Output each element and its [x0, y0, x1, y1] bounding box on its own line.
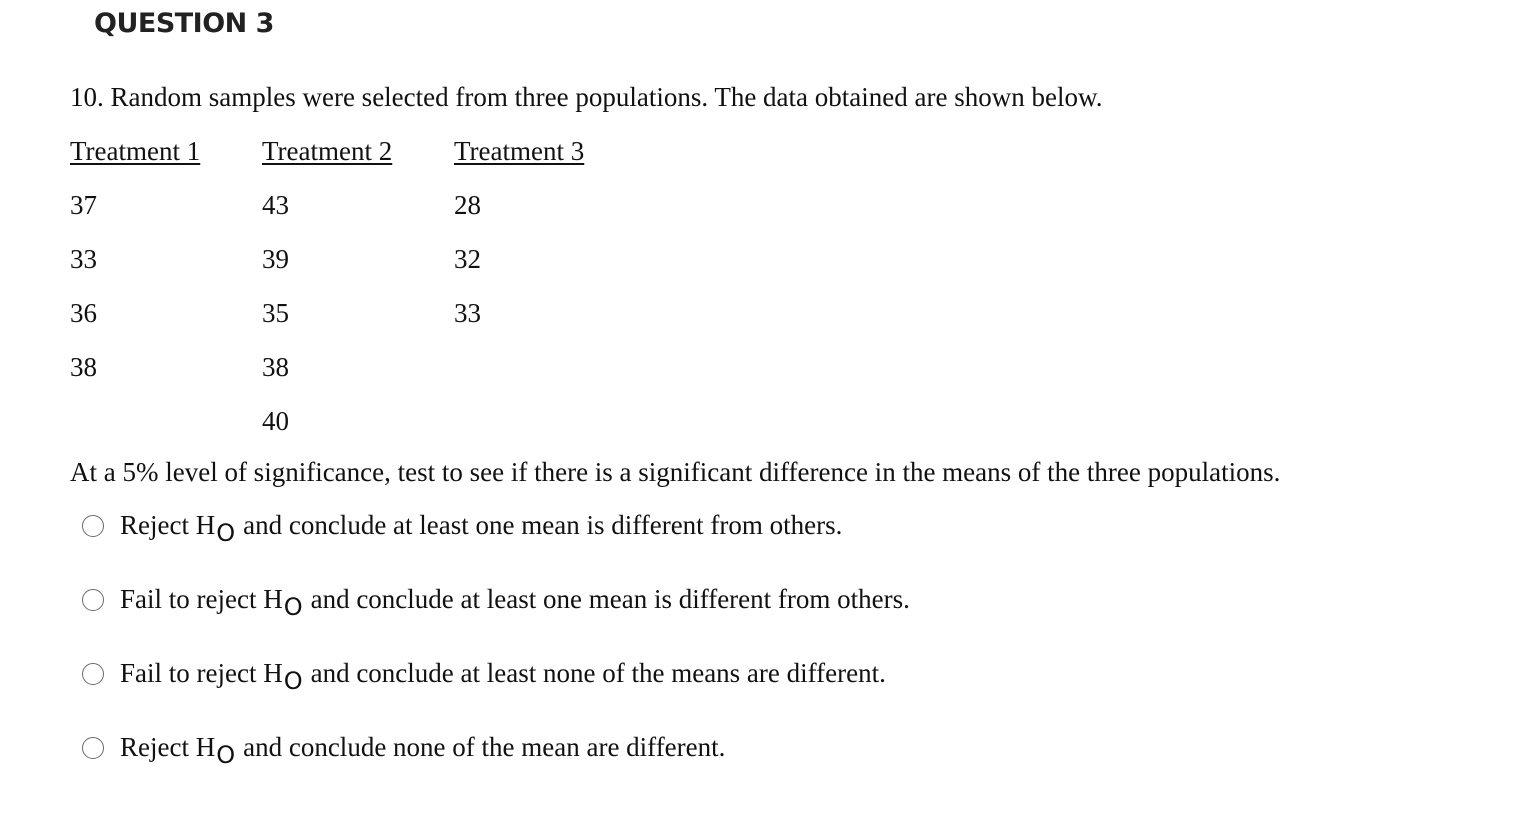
table-column-treatment-3 — [454, 136, 584, 352]
option-label[interactable] — [120, 510, 843, 547]
answer-option-2[interactable] — [82, 584, 910, 621]
table-cell: 33 — [454, 298, 481, 328]
radio-button[interactable] — [82, 589, 104, 611]
radio-button[interactable] — [82, 663, 104, 685]
null-hypothesis-subscript: O — [283, 667, 303, 695]
column-header: Treatment 1 — [70, 136, 201, 166]
option-text-before: Fail to reject H — [120, 658, 283, 688]
option-text-after: and conclude at least one mean is different from others. — [310, 584, 910, 614]
radio-button[interactable] — [82, 515, 104, 537]
column-header: Treatment 2 — [262, 136, 393, 166]
answer-option-1[interactable] — [82, 510, 843, 547]
table-column-treatment-2 — [262, 136, 392, 460]
column-header: Treatment 3 — [454, 136, 585, 166]
table-cell: 36 — [70, 298, 97, 328]
option-text-before: Reject H — [120, 510, 216, 540]
radio-button[interactable] — [82, 737, 104, 759]
table-cell: 38 — [262, 352, 289, 382]
null-hypothesis-subscript: O — [283, 593, 303, 621]
option-label[interactable] — [120, 732, 726, 769]
table-cell: 40 — [262, 406, 289, 436]
answer-option-4[interactable] — [82, 732, 726, 769]
option-label[interactable] — [120, 658, 886, 695]
question-prompt: 10. Random samples were selected from three populations. The data obtained are shown below. — [70, 82, 1103, 112]
option-text-before: Fail to reject H — [120, 584, 283, 614]
table-cell: 28 — [454, 190, 481, 220]
option-label[interactable] — [120, 584, 910, 621]
option-text-before: Reject H — [120, 732, 216, 762]
table-cell: 39 — [262, 244, 289, 274]
table-cell: 43 — [262, 190, 289, 220]
question-instruction: At a 5% level of significance, test to see if there is a significant difference in the means of the three populations. — [70, 457, 1281, 487]
option-text-after: and conclude at least one mean is different from others. — [243, 510, 843, 540]
null-hypothesis-subscript: O — [216, 519, 236, 547]
table-cell: 32 — [454, 244, 481, 274]
table-cell: 38 — [70, 352, 97, 382]
option-text-after: and conclude at least none of the means are different. — [310, 658, 886, 688]
option-text-after: and conclude none of the mean are different. — [243, 732, 726, 762]
answer-option-3[interactable] — [82, 658, 886, 695]
null-hypothesis-subscript: O — [216, 741, 236, 769]
table-cell: 35 — [262, 298, 289, 328]
table-column-treatment-1 — [70, 136, 200, 406]
table-cell: 37 — [70, 190, 97, 220]
table-cell: 33 — [70, 244, 97, 274]
question-header: QUESTION 3 — [94, 8, 274, 39]
